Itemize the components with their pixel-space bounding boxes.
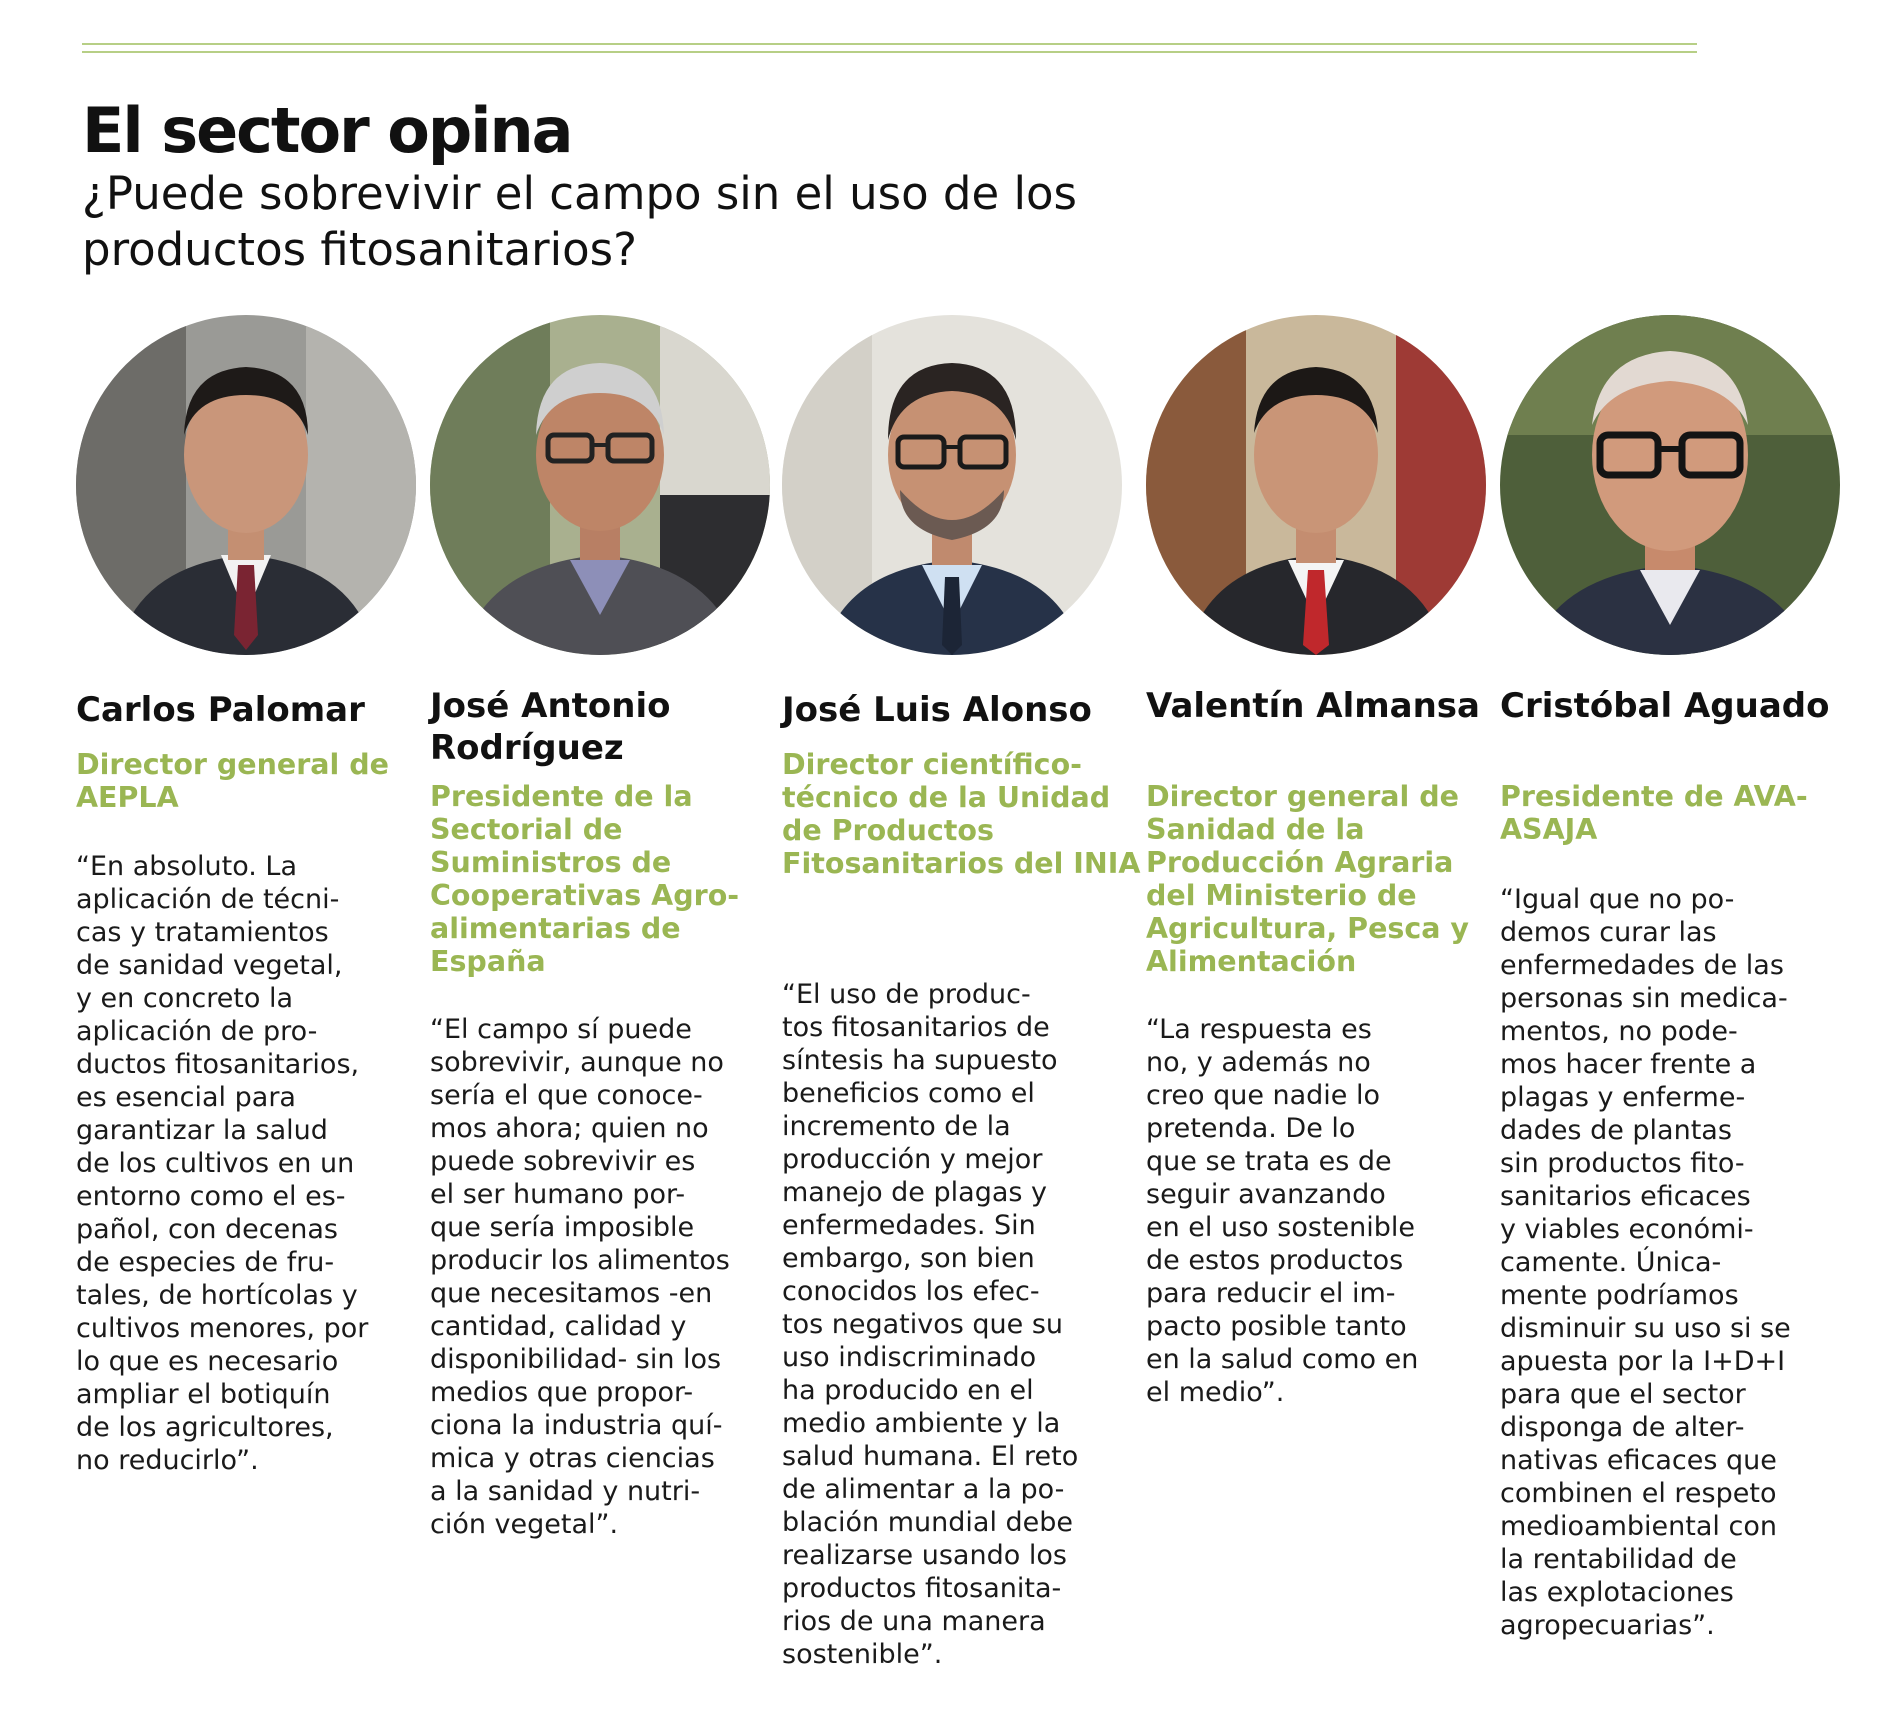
opinion-column-palomar [76,315,416,1476]
person-name: José Luis Alonso [782,690,1092,730]
person-quote: “La respuesta es no, y además no creo que nadie lo pretenda. De lo que se trata es de seguir avanzando en el uso sostenible de estos productos para reducir el im- pacto posible tanto en la salud como en el medio”. [1146,1014,1419,1408]
opinion-column-rodriguez [430,315,770,1540]
opinion-column-aguado [1500,315,1840,1641]
person-quote: “El uso de produc- tos fitosanitarios de síntesis ha supuesto beneficios como el incremento de la producción y mejor manejo de plagas y enfermedades. Sin embargo, son bien conocidos los efec- tos negativos que su uso indiscriminado ha producido en el medio ambiente y la salud humana. El reto de alimentar a la po- blación mundial debe realizarse usando los productos fitosanita- rios de una manera sostenible”. [782,979,1079,1670]
portrait-photo-illustration [430,315,770,655]
person-name: Cristóbal Aguado [1500,686,1830,726]
section-title: El sector opina [82,94,572,167]
person-role: Director general de AEPLA [76,748,389,814]
person-quote: “En absoluto. La aplicación de técni- cas y tratamientos de sanidad vegetal, y en concreto la aplicación de pro- ductos fitosanitarios, es esencial para garantizar la salud de los cultivos en un entorno como el es- pañol, con decenas de especies de fru- tales, de hortícolas y cultivos menores, por lo que es necesario ampliar el botiquín de los agricultores, no reducirlo”. [76,851,369,1476]
person-name: Valentín Almansa [1146,686,1480,726]
person-quote: “Igual que no po- demos curar las enfermedades de las personas sin medica- mentos, no pode- mos hacer frente a plagas y enferme- dades de plantas sin productos fito- sanitarios eficaces y viables económi- camente. Única- mente podríamos disminuir su uso si se apuesta por la I+D+I para que el sector disponga de alter- nativas eficaces que combinen el respeto medioambiental con la rentabilidad de las explotaciones agropecuarias”. [1500,884,1791,1641]
person-role: Presidente de AVA-ASAJA [1500,780,1808,846]
portrait-photo [430,315,770,655]
portrait-photo [76,315,416,655]
person-name: Carlos Palomar [76,690,365,730]
portrait-photo-illustration [1146,315,1486,655]
opinion-column-alonso [782,315,1141,1670]
portrait-photo [782,315,1122,655]
portrait-photo [1500,315,1840,655]
section-question: ¿Puede sobrevivir el campo sin el uso de los productos fitosanitarios? [82,167,1077,276]
portrait-photo-illustration [76,315,416,655]
person-role: Director científico-técnico de la Unidad de Productos Fitosanitarios del INIA [782,748,1141,880]
person-role: Presidente de la Sectorial de Suministros de Cooperativas Agro-alimentarias de España [430,780,740,978]
portrait-photo-illustration [782,315,1122,655]
portrait-photo [1146,315,1486,655]
top-rule-line [82,43,1697,45]
person-name: José Antonio Rodríguez [430,686,671,768]
opinion-column-almansa [1146,315,1486,1408]
person-quote: “El campo sí puede sobrevivir, aunque no sería el que conoce- mos ahora; quien no puede sobrevivir es el ser humano por- que sería imposible producir los alimentos que necesitamos -en cantidad, calidad y disponibilidad- sin los medios que propor- ciona la industria quí- mica y otras ciencias a la sanidad y nutri- ción vegetal”. [430,1014,730,1540]
portrait-photo-illustration [1500,315,1840,655]
top-rule-line-secondary [82,51,1697,53]
person-role: Director general de Sanidad de la Producción Agraria del Ministerio de Agricultura, Pesca y Alimentación [1146,780,1469,978]
